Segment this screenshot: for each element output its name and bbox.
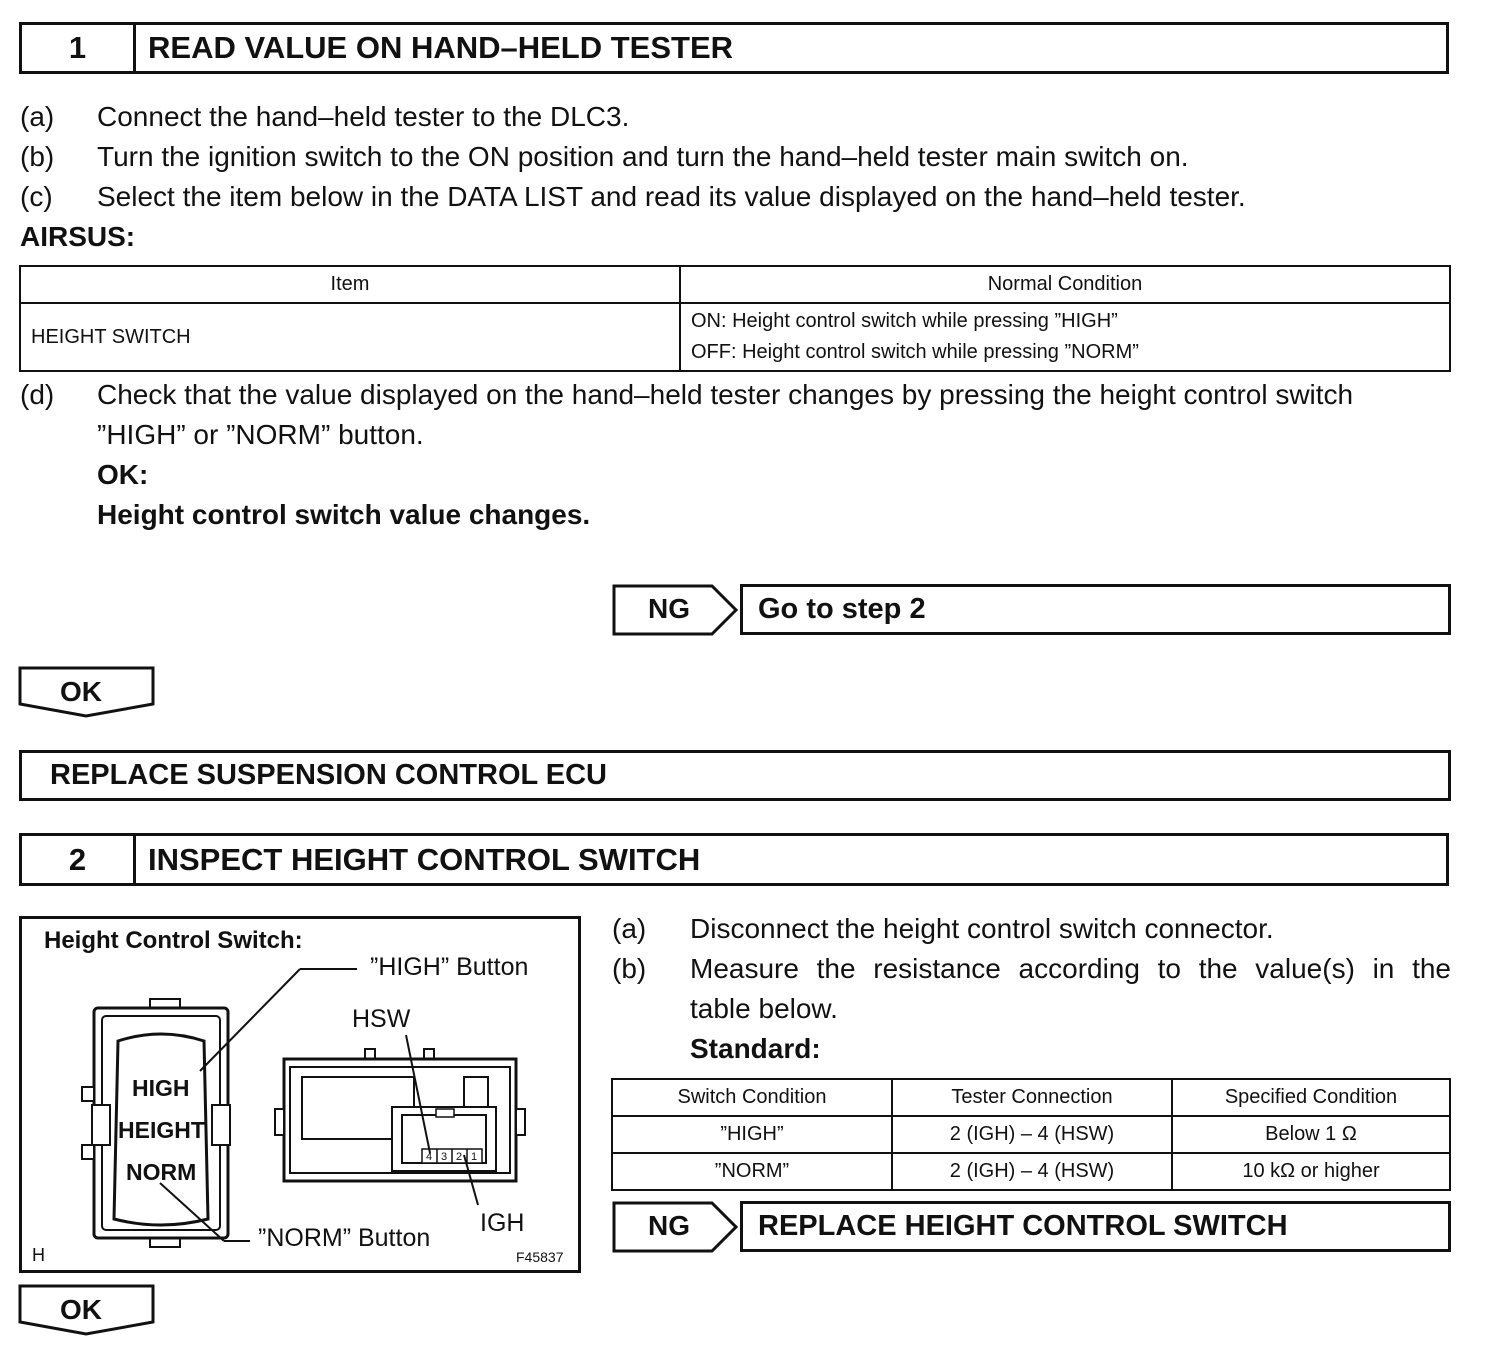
pin-4: 4 bbox=[426, 1151, 433, 1163]
step-1-header bbox=[19, 22, 1449, 74]
resistance-table bbox=[611, 1078, 1451, 1191]
table-cell: Below 1 Ω bbox=[1172, 1116, 1450, 1153]
instruction-text: Check that the value displayed on the hand–held tester changes by pressing the height control switch bbox=[97, 379, 1354, 410]
corner-letter: H bbox=[32, 1245, 45, 1265]
instruction-text: Disconnect the height control switch connector. bbox=[690, 913, 1274, 944]
item-label: (b) bbox=[612, 953, 647, 984]
step-2-header bbox=[19, 833, 1449, 886]
table-header: Tester Connection bbox=[892, 1079, 1172, 1116]
ok-criteria: Height control switch value changes. bbox=[97, 499, 591, 530]
high-button-label: ”HIGH” Button bbox=[370, 953, 529, 981]
item-label: (b) bbox=[20, 141, 55, 172]
data-list-table bbox=[19, 265, 1451, 372]
pin-1: 1 bbox=[471, 1151, 478, 1163]
table-header: Specified Condition bbox=[1172, 1079, 1450, 1116]
ok-label: OK: bbox=[97, 459, 149, 490]
step-number: 2 bbox=[22, 836, 136, 883]
condition-on: ON: Height control switch while pressing ”HIGH” bbox=[691, 310, 1118, 332]
result-box bbox=[19, 750, 1451, 801]
norm-button-label: ”NORM” Button bbox=[258, 1224, 431, 1252]
step-number: 1 bbox=[22, 25, 136, 71]
instruction-text: Turn the ignition switch to the ON position and turn the hand–held tester main switch on. bbox=[97, 141, 1189, 172]
ng-action-box bbox=[740, 1201, 1451, 1252]
ng-tag: NG bbox=[648, 593, 690, 624]
table-header: Switch Condition bbox=[612, 1079, 892, 1116]
table-header: Normal Condition bbox=[680, 266, 1450, 303]
instruction-text: ”HIGH” or ”NORM” button. bbox=[97, 419, 424, 450]
instruction-text: Connect the hand–held tester to the DLC3. bbox=[97, 101, 630, 132]
condition-off: OFF: Height control switch while pressing ”NORM” bbox=[691, 341, 1139, 363]
item-label: (a) bbox=[612, 913, 647, 944]
figure-title: Height Control Switch: bbox=[44, 927, 303, 954]
instruction-text: table below. bbox=[690, 993, 838, 1024]
hsw-label: HSW bbox=[352, 1005, 411, 1033]
ng-action-text: Go to step 2 bbox=[758, 593, 926, 625]
igh-label: IGH bbox=[480, 1209, 525, 1237]
instruction-text: Measure the resistance according to the value(s) in the bbox=[690, 953, 1451, 984]
ng-action-box bbox=[740, 584, 1451, 635]
item-label: (d) bbox=[20, 379, 55, 410]
standard-label: Standard: bbox=[690, 1033, 821, 1064]
result-text: REPLACE SUSPENSION CONTROL ECU bbox=[50, 759, 607, 791]
table-cell: 2 (IGH) – 4 (HSW) bbox=[892, 1153, 1172, 1190]
pin-2: 2 bbox=[456, 1151, 463, 1163]
table-cell: 10 kΩ or higher bbox=[1172, 1153, 1450, 1190]
ok-tag: OK bbox=[60, 676, 102, 707]
item-label: (a) bbox=[20, 101, 55, 132]
height-text: HEIGHT bbox=[118, 1117, 205, 1143]
item-label: (c) bbox=[20, 181, 53, 212]
pin-3: 3 bbox=[441, 1151, 448, 1163]
table-cell bbox=[680, 303, 1450, 371]
table-cell: 2 (IGH) – 4 (HSW) bbox=[892, 1116, 1172, 1153]
norm-text: NORM bbox=[126, 1159, 197, 1185]
table-cell: ”HIGH” bbox=[612, 1116, 892, 1153]
high-text: HIGH bbox=[132, 1075, 190, 1101]
figure-id: F45837 bbox=[516, 1249, 564, 1265]
switch-illustration bbox=[19, 916, 581, 1273]
table-cell: HEIGHT SWITCH bbox=[20, 303, 680, 371]
system-label: AIRSUS: bbox=[20, 221, 136, 252]
instruction-text: Select the item below in the DATA LIST and read its value displayed on the hand–held tester. bbox=[97, 181, 1246, 212]
ng-action-text: REPLACE HEIGHT CONTROL SWITCH bbox=[758, 1210, 1288, 1242]
step-title: INSPECT HEIGHT CONTROL SWITCH bbox=[148, 841, 701, 877]
step-title: READ VALUE ON HAND–HELD TESTER bbox=[148, 30, 734, 65]
table-cell: ”NORM” bbox=[612, 1153, 892, 1190]
table-header: Item bbox=[20, 266, 680, 303]
ok-tag: OK bbox=[60, 1294, 102, 1325]
ng-tag: NG bbox=[648, 1210, 690, 1241]
